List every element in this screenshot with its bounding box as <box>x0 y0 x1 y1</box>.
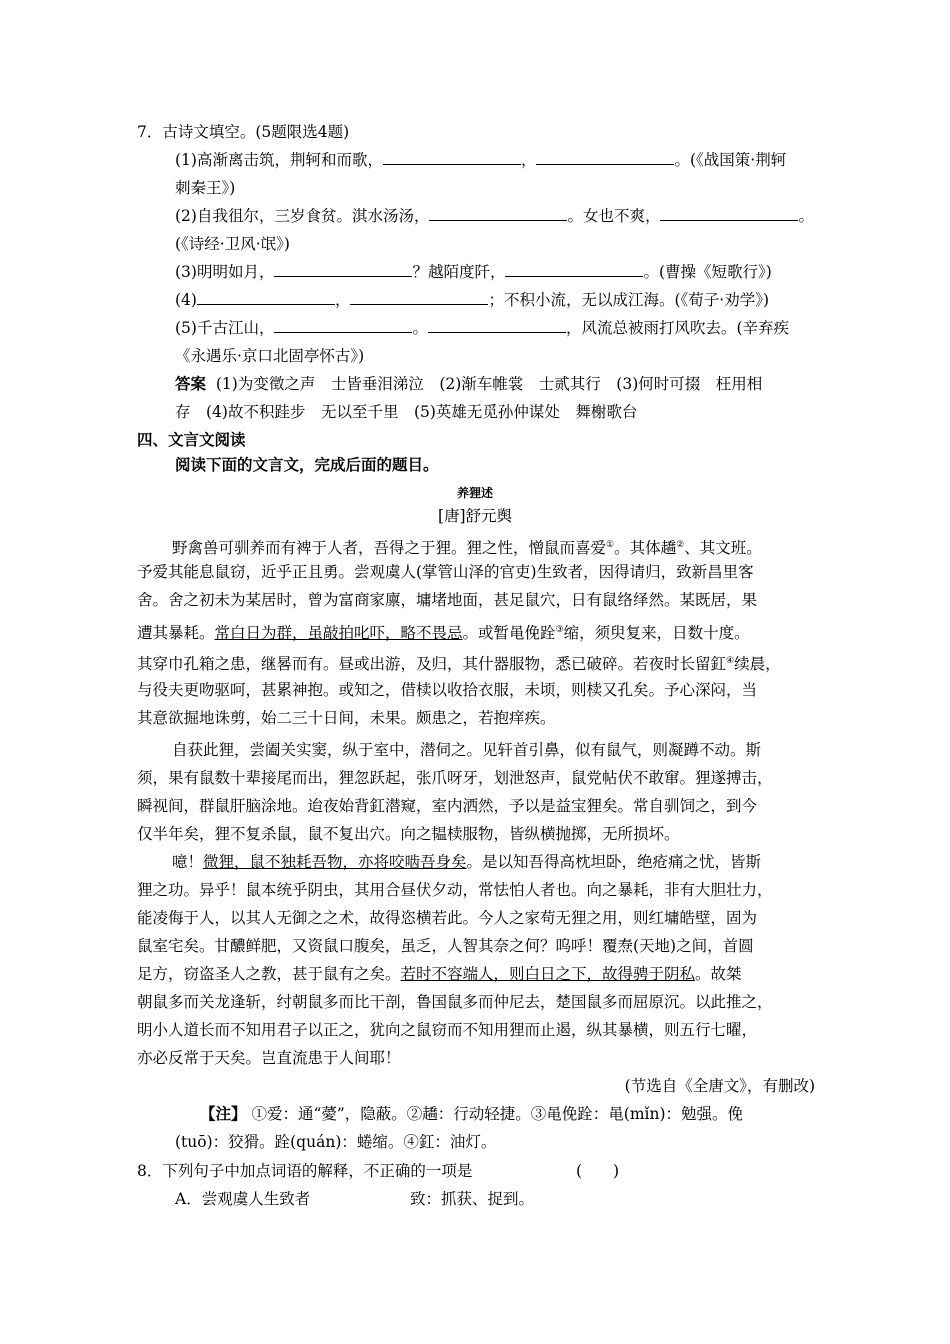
q8-answer-paren[interactable]: ( ) <box>576 1162 620 1180</box>
passage-line: 足方，窃盗圣人之教，甚于鼠有之矣。若时不容端人，则白日之下，故得骋于阴私。故桀 <box>137 965 742 983</box>
passage-line: 狸之功。异乎！鼠本统乎阴虫，其用合昼伏夕动，常怯怕人者也。向之暴耗，非有大胆壮力， <box>137 881 773 899</box>
answer-blank[interactable] <box>383 149 521 165</box>
passage-line: 瞬视间，群鼠肝脑涂地。迨夜始背釭潜窥，室内洒然，予以是益宝狸矣。常自驯饲之，到今 <box>137 797 758 815</box>
passage-line: 与役夫更吻驱呵，甚累神抱。或知之，借椟以收拾衣服，未顷，则椟又孔矣。予心深闷，当 <box>137 681 758 699</box>
answer-blank[interactable] <box>274 317 412 333</box>
q7-stem: 7．古诗文填空。(5题限选4题) <box>137 123 350 141</box>
q7-item-1: (1)高渐离击筑，荆轲和而歌， ， 。(《战国策·荆轲 <box>175 151 787 169</box>
q7-item-4: (4) ， ；不积小流，无以成江海。(《荀子·劝学》) <box>175 291 770 309</box>
answer-blank[interactable] <box>429 205 567 221</box>
passage-line: 其穿巾孔箱之患，继晷而有。昼或出游，及归，其什器服物，悉已破碎。若夜时长留釭④续晨， <box>137 655 781 674</box>
notes-cont: (tuō)：狡猾。跧(quán)：蜷缩。④釭：油灯。 <box>175 1133 497 1151</box>
q8-option-a[interactable]: A．尝观虞人生致者 <box>175 1190 311 1208</box>
underlined-sentence: 常白日为群，虽敲拍叱吓，略不畏忌 <box>214 624 463 643</box>
passage-title: 养狸述 <box>456 486 493 500</box>
passage-line: 自获此狸，尝阖关实窦，纵于室中，潜伺之。见轩首引鼻，似有鼠气，则凝蹲不动。斯 <box>172 741 762 759</box>
passage-source: (节选自《全唐文》，有删改) <box>624 1077 815 1095</box>
passage-author: [唐]舒元舆 <box>437 507 513 525</box>
passage-line: 明小人道长而不知用君子以正之，犹向之鼠窃而不知用狸而止遏，纵其暴横，则五行七曜， <box>137 1021 758 1039</box>
passage-line: 野禽兽可驯养而有裨于人者，吾得之于狸。狸之性，憎鼠而喜爱①。其体趫②、其文班。 <box>172 539 762 558</box>
notes-label: 【注】 <box>200 1105 247 1123</box>
q7-answer: 答案 (1)为变徵之声 士皆垂泪涕泣 (2)渐车帷裳 士贰其行 (3)何时可掇 枉用相 <box>175 375 763 393</box>
q7-item-5: (5)千古江山， 。 ，风流总被雨打风吹去。(辛弃疾 <box>175 319 790 337</box>
underlined-sentence: 若时不容端人，则白日之下，故得骋于阴私 <box>400 965 696 983</box>
q7-item-3: (3)明明如月， ？越陌度阡， 。(曹操《短歌行》) <box>175 263 772 281</box>
passage-line: 朝鼠多而关龙逢斩，纣朝鼠多而比干剖，鲁国鼠多而仲尼去，楚国鼠多而屈原沉。以此推之， <box>137 993 773 1011</box>
passage-line: 仅半年矣，狸不复杀鼠，鼠不复出穴。向之韫椟服物，皆纵横抛掷，无所损坏。 <box>137 825 680 843</box>
q7-item-2: (2)自我徂尔，三岁食贫。淇水汤汤， 。女也不爽， 。 <box>175 207 814 225</box>
answer-blank[interactable] <box>660 205 798 221</box>
notes: 【注】 ①爱：通“薆”，隐蔽。②趫：行动轻捷。③黾俛跧：黾(mǐn)：勉强。俛 <box>200 1105 744 1123</box>
passage-line: 遭其暴耗。常白日为群，虽敲拍叱吓，略不畏忌。或暂黾俛跧③缩，须臾复来，日数十度。 <box>137 624 750 643</box>
section-heading: 四、文言文阅读 <box>137 431 246 449</box>
passage-line: 鼠室宅矣。甘醲鲜肥，又资鼠口腹矣，虽乏，人智其奈之何？呜呼！覆焘(天地)之间，首圆 <box>137 937 754 955</box>
answer-blank[interactable] <box>505 261 643 277</box>
answer-blank[interactable] <box>197 289 335 305</box>
passage-line: 予爱其能息鼠窃，近乎正且勇。尝观虞人(掌管山泽的官吏)生致者，因得请归，致新昌里客 <box>137 563 754 581</box>
answer-blank[interactable] <box>350 289 488 305</box>
underlined-sentence: 微狸，鼠不独耗吾物，亦将咬啮吾身矣 <box>203 853 467 871</box>
answer-blank[interactable] <box>274 261 412 277</box>
q7-answer-cont: 存 (4)故不积跬步 无以至千里 (5)英雄无觅孙仲谋处 舞榭歌台 <box>175 403 638 421</box>
passage-line: 其意欲掘地诛剪，始二三十日间，未果。颇患之，若抱痒疾。 <box>137 709 556 727</box>
passage-line: 须，果有鼠数十辈接尾而出，狸忽跃起，张爪呀牙，划泄怒声，鼠党帖伏不敢窜。狸遂搏击， <box>137 769 773 787</box>
q8-stem: 8．下列句子中加点词语的解释，不正确的一项是 <box>137 1162 473 1180</box>
q7-item-2-cont: (《诗经·卫风·氓》) <box>175 235 290 253</box>
passage-line: 舍。舍之初未为某居时，曾为富商家廪，墉堵地面，甚足鼠穴，日有鼠络绎然。某既居，果 <box>137 591 758 609</box>
answer-label: 答案 <box>175 375 207 393</box>
passage-line: 噫！微狸，鼠不独耗吾物，亦将咬啮吾身矣。是以知吾得高枕坦卧，绝疮痛之忧，皆斯 <box>172 853 762 871</box>
passage-line: 能凌侮于人，以其人无御之之术，故得恣横若此。今人之家苟无狸之用，则红墉皓壁，固为 <box>137 909 758 927</box>
section-instruction: 阅读下面的文言文，完成后面的题目。 <box>175 456 439 474</box>
answer-blank[interactable] <box>428 317 566 333</box>
passage-line: 亦必反常于天矣。岂直流患于人间耶！ <box>137 1049 401 1067</box>
answer-blank[interactable] <box>536 149 674 165</box>
q7-item-1-cont: 刺秦王》) <box>175 179 236 197</box>
q8-option-a-explanation: 致：抓获、捉到。 <box>410 1190 535 1208</box>
q7-item-5-cont: 《永遇乐·京口北固亭怀古》) <box>175 347 365 365</box>
